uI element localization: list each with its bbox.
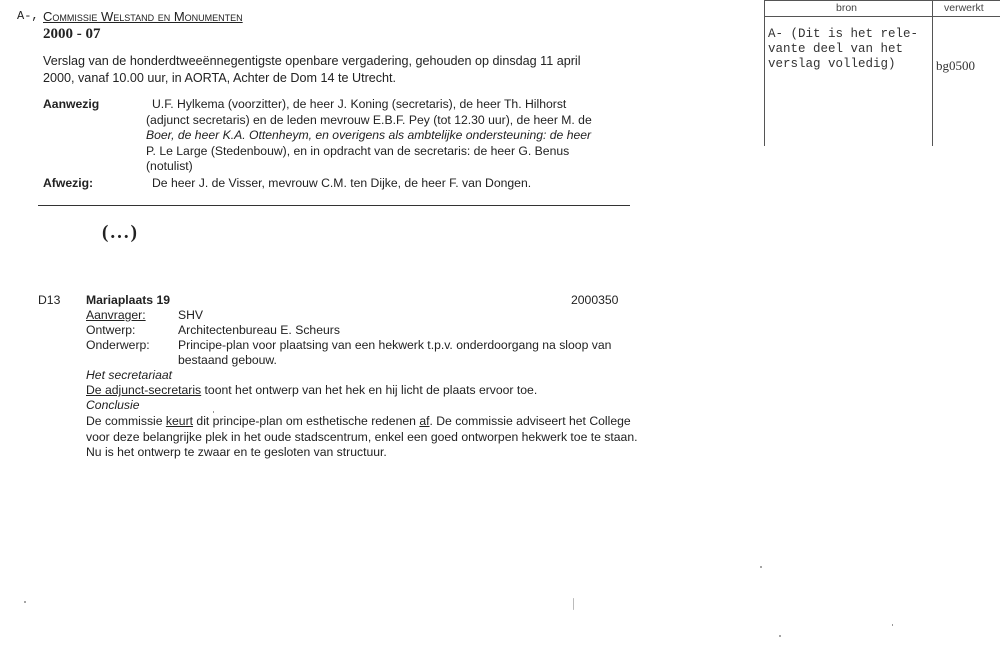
source-note-line-2: vante deel van het <box>768 42 904 56</box>
omission-marker: (...) <box>102 222 139 243</box>
conclusion-line-2: voor deze belangrijke plek in het oude stadscentrum, enkel een goed ontworpen hekwerk toe te staan. <box>86 430 638 444</box>
organisation-name: Commissie Welstand en Monumenten <box>43 9 243 24</box>
design-label: Ontwerp: <box>86 323 136 337</box>
meeting-number: 2000 - 07 <box>43 26 101 42</box>
present-line-5: (notulist) <box>146 159 193 173</box>
scan-speck <box>24 601 26 603</box>
present-line-2: (adjunct secretaris) en de leden mevrouw E.B.F. Pey (tot 12.30 uur), de heer M. de <box>146 113 592 127</box>
scan-speck <box>779 635 781 637</box>
intro-line-2: 2000, vanaf 10.00 uur, in AORTA, Achter de Dom 14 te Utrecht. <box>43 71 397 85</box>
subject-line-2: bestaand gebouw. <box>178 353 277 367</box>
item-file-number: 2000350 <box>571 293 619 307</box>
conclusion-text-c: dit principe-plan om esthetische redenen <box>193 414 420 428</box>
table-header-processed: verwerkt <box>944 2 984 14</box>
source-note-line-1: A- (Dit is het rele- <box>768 27 919 41</box>
scan-speck <box>213 411 214 413</box>
section-marker: A-, <box>17 9 39 23</box>
processed-code: bg0500 <box>936 58 975 73</box>
secretariat-subject: De adjunct-secretaris <box>86 383 202 397</box>
subject-label: Onderwerp: <box>86 338 150 352</box>
present-line-1: U.F. Hylkema (voorzitter), de heer J. Koning (secretaris), de heer Th. Hilhorst <box>152 97 567 111</box>
item-title: Mariaplaats 19 <box>86 293 171 307</box>
scan-speck <box>573 598 574 610</box>
source-note-line-3: verslag volledig) <box>768 57 896 71</box>
scan-speck <box>892 624 893 626</box>
subject-line-1: Principe-plan voor plaatsing van een hekwerk t.p.v. onderdoorgang na sloop van <box>178 338 612 352</box>
item-code: D13 <box>38 293 61 307</box>
table-top-border <box>764 0 1000 1</box>
conclusion-heading: Conclusie <box>86 398 140 412</box>
secretariat-text: toont het ontwerp van het hek en hij licht de plaats ervoor toe. <box>201 383 538 397</box>
conclusion-text-e: . De commissie adviseert het College <box>429 414 631 428</box>
present-line-4: P. Le Large (Stedenbouw), en in opdracht van de secretaris: de heer G. Benus <box>146 144 570 158</box>
table-header-source: bron <box>836 2 858 14</box>
present-label: Aanwezig <box>43 97 100 111</box>
design-value: Architectenbureau E. Scheurs <box>178 323 340 337</box>
table-left-border <box>764 0 765 146</box>
intro-line-1: Verslag van de honderdtweeënnegentigste openbare vergadering, gehouden op dinsdag 11 april <box>43 54 581 68</box>
absent-label: Afwezig: <box>43 176 94 190</box>
applicant-value: SHV <box>178 308 204 322</box>
secretariat-heading: Het secretariaat <box>86 368 173 382</box>
conclusion-verdict: af <box>419 414 430 428</box>
conclusion-text-a: De commissie <box>86 414 166 428</box>
conclusion-line-1 <box>86 413 631 429</box>
conclusion-line-3: Nu is het ontwerp te zwaar en te gesloten van structuur. <box>86 445 387 459</box>
scan-speck <box>760 566 762 568</box>
present-line-3: Boer, de heer K.A. Ottenheym, en overigens als ambtelijke ondersteuning: de heer <box>146 128 592 142</box>
secretariat-paragraph <box>86 382 537 398</box>
table-header-border <box>764 16 1000 17</box>
table-column-divider <box>932 0 933 146</box>
separator-line <box>38 205 630 206</box>
conclusion-verb: keurt <box>165 414 194 428</box>
absent-text: De heer J. de Visser, mevrouw C.M. ten Dijke, de heer F. van Dongen. <box>152 176 532 190</box>
applicant-label: Aanvrager: <box>86 308 146 322</box>
